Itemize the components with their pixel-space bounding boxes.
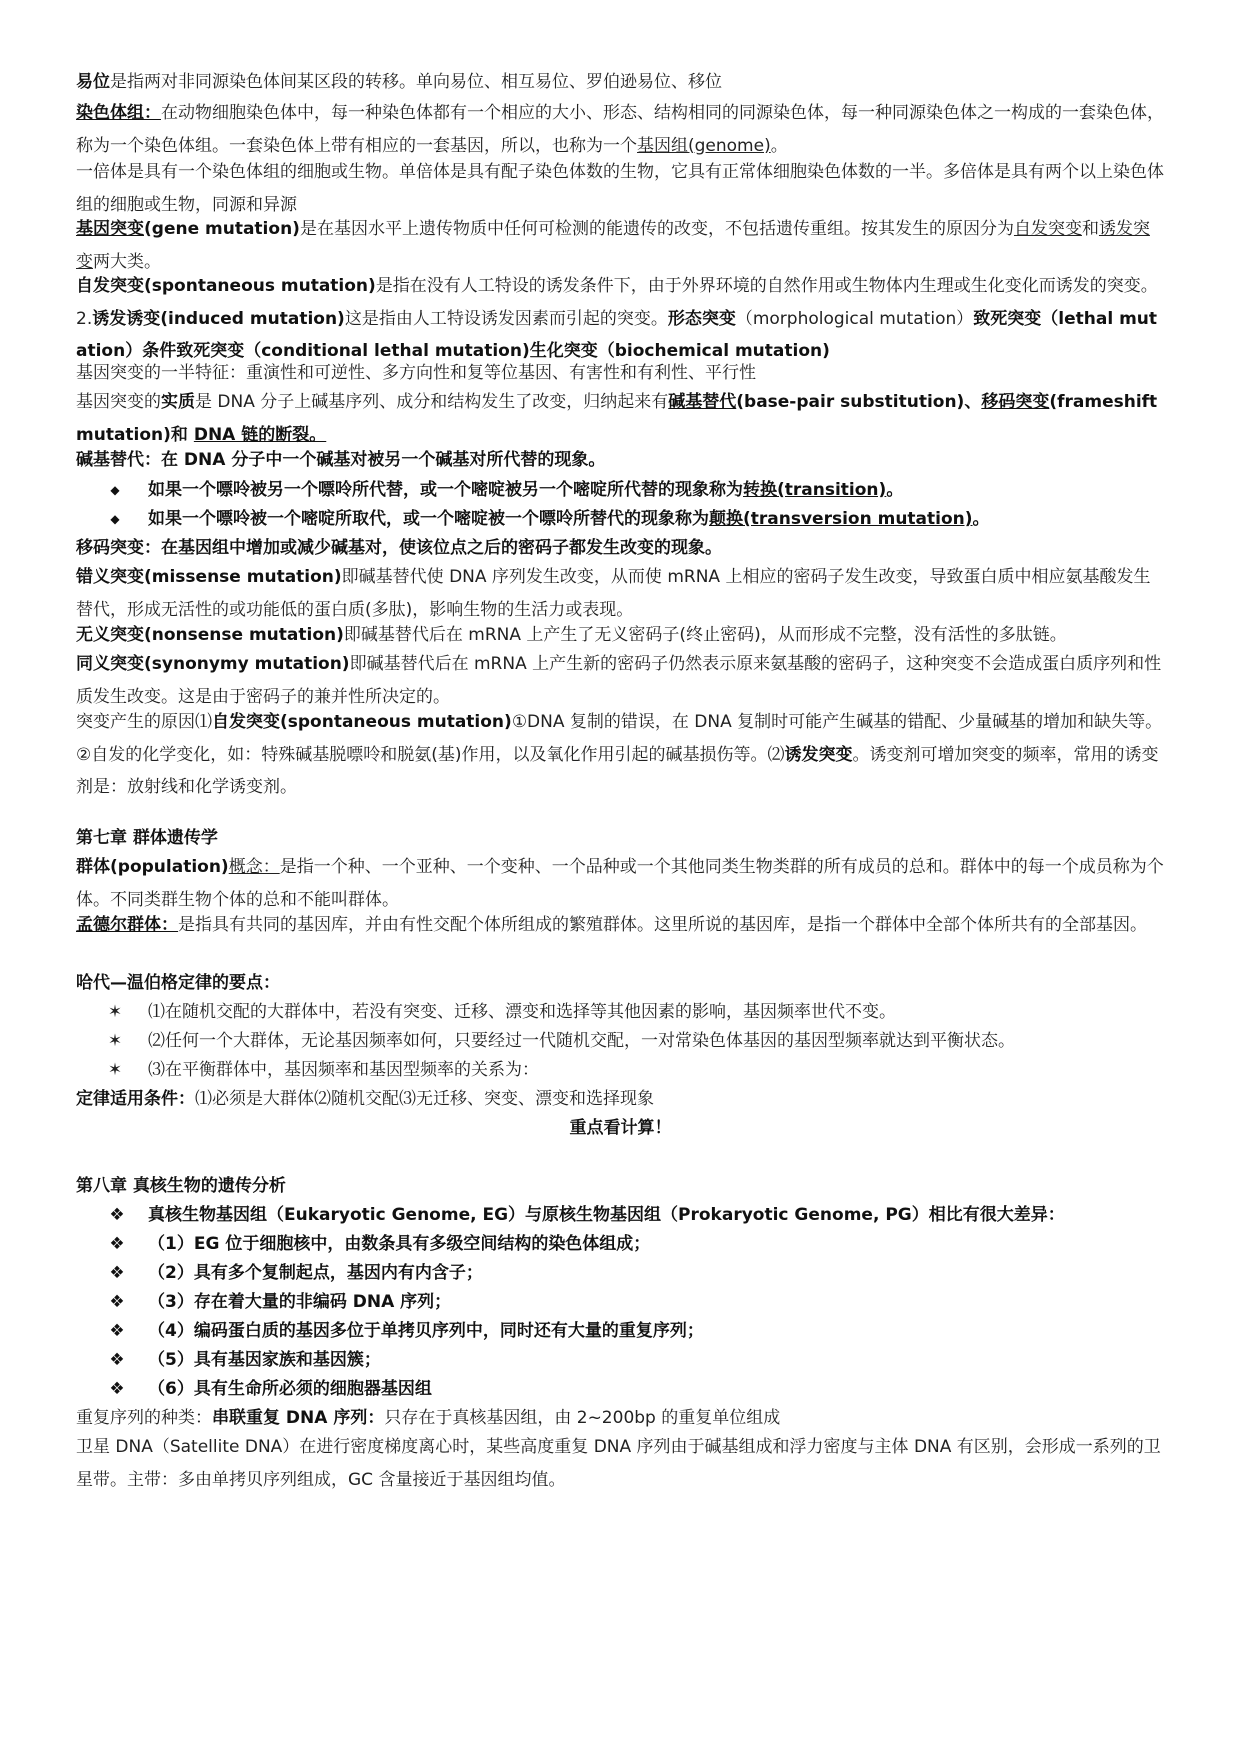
- diamond-cross-bullet-icon: ❖: [109, 1379, 125, 1399]
- paragraph-frameshift: 移码突变：在基因组中增加或减少碱基对，使该位点之后的密码子都发生改变的现象。: [76, 538, 722, 558]
- paragraph-base-substitution: 碱基替代：在 DNA 分子中一个碱基对被另一个碱基对所代替的现象。: [76, 450, 606, 470]
- diamond-cross-bullet-icon: ❖: [109, 1205, 125, 1225]
- paragraph-hardy-weinberg: 哈代—温伯格定律的要点：: [76, 973, 280, 993]
- diamond-cross-bullet-icon: ❖: [109, 1350, 125, 1370]
- paragraph-mendelian-population: 孟德尔群体：是指具有共同的基因库，并由有性交配个体所组成的繁殖群体。这里所说的基因库，是指一个群体中全部个体所共有的全部基因。: [76, 915, 1147, 935]
- paragraph-law-conditions: 定律适用条件：⑴必须是大群体⑵随机交配⑶无迁移、突变、漂变和选择现象: [76, 1089, 654, 1109]
- paragraph-gene-mutation: 基因突变(gene mutation)是在基因水平上遗传物质中任何可检测的能遗传的改变，不包括遗传重组。按其发生的原因分为自发突变和诱发突变两大类。: [76, 219, 1150, 272]
- star-bullet-icon: ✶: [107, 1002, 123, 1022]
- diamond-bullet-icon: ◆: [110, 483, 120, 497]
- chapter-8-heading: 第八章 真核生物的遗传分析: [76, 1176, 286, 1196]
- star-bullet-icon: ✶: [107, 1060, 123, 1080]
- diamond-cross-bullet-icon: ❖: [109, 1263, 125, 1283]
- paragraph-missense: 错义突变(missense mutation)即碱基替代使 DNA 序列发生改变，从而使 mRNA 上相应的密码子发生改变，导致蛋白质中相应氨基酸发生替代，形成无活性的或功能低的蛋白质(多肽)，影响生物的生活力或表现。: [76, 567, 1151, 620]
- chapter-7-heading: 第七章 群体遗传学: [76, 828, 218, 848]
- paragraph-chromosome-set: 染色体组：在动物细胞染色体中，每一种染色体都有一个相应的大小、形态、结构相同的同源染色体，每一种同源染色体之一构成的一套染色体，称为一个染色体组。一套染色体上带有相应的一套基因，所以，也称为一个基因组(genome)。: [76, 103, 1164, 156]
- paragraph-ploidy: 一倍体是具有一个染色体组的细胞或生物。单倍体是具有配子染色体数的生物，它具有正常体细胞染色体数的一半。多倍体是具有两个以上染色体组的细胞或生物，同源和异源: [76, 162, 1164, 215]
- paragraph-spontaneous-mutation: 自发突变(spontaneous mutation)是指在没有人工特设的诱发条件下，由于外界环境的自然作用或生物体内生理或生化变化而诱发的突变。2.诱发诱变(induced mutation)这是指由人工特设诱发因素而引起的突变。形态突变（morphological mutation）致死突变（lethal mutation）条件致死突变（conditional lethal mutation)生化突变（biochemical mutation): [76, 276, 1158, 361]
- paragraph-synonymy: 同义突变(synonymy mutation)即碱基替代后在 mRNA 上产生新的密码子仍然表示原来氨基酸的密码子，这种突变不会造成蛋白质序列和性质发生改变。这是由于密码子的兼并性所决定的。: [76, 654, 1162, 707]
- diamond-bullet-icon: ◆: [110, 512, 120, 526]
- paragraph-population: 群体(population)概念：是指一个种、一个亚种、一个变种、一个品种或一个其他同类生物类群的所有成员的总和。群体中的每一个成员称为个体。不同类群生物个体的总和不能叫群体。: [76, 857, 1164, 910]
- document-page: 易位是指两对非同源染色体间某区段的转移。单向易位、相互易位、罗伯逊易位、移位 染色体组：在动物细胞染色体中，每一种染色体都有一个相应的大小、形态、结构相同的同源染色体，每一种同源染色体之一构成的一套染色体，称为一个染色体组。一套染色体上带有相应的一套基因，所以，也称为一个基因组(genome)。 一倍体是具有一个染色体组的细胞或生物。单倍体是具有配子染色体数的生物，它具有正常体细胞染色体数的一半。多倍体是具有两个以上染色体组的细胞或生物，同源和异源 基因突变(gene mutation)是在基因水平上遗传物质中任何可检测的能遗传的改变，不包括遗传重组。按其发生的原因分为自发突变和诱发突变两大类。 自发突变(spontaneous mutation)是指在没有人工特设的诱发条件下，由于外界环境的自然作用或生物体内生理或生化变化而诱发的突变。2.诱发诱变(induced mutation)这是指由人工特设诱发因素而引起的突变。形态突变（morphological mutation）致死突变（lethal mutation）条件致死突变（conditional lethal mutation)生化突变（biochemical mutation) 基因突变的一半特征：重演性和可逆性、多方向性和复等位基因、有害性和有利性、平行性 基因突变的实质是 DNA 分子上碱基序列、成分和结构发生了改变，归纳起来有碱基替代(base-pair substitution)、移码突变(frameshift mutation)和 DNA 链的断裂。 碱基替代：在 DNA 分子中一个碱基对被另一个碱基对所代替的现象。 ◆ 如果一个嘌呤被另一个嘌呤所代替，或一个嘧啶被另一个嘧啶所代替的现象称为转换(transition)。 ◆ 如果一个嘌呤被一个嘧啶所取代，或一个嘧啶被一个嘌呤所替代的现象称为颠换(transversion mutation)。 移码突变：在基因组中增加或减少碱基对，使该位点之后的密码子都发生改变的现象。 错义突变(missense mutation)即碱基替代使 DNA 序列发生改变，从而使 mRNA 上相应的密码子发生改变，导致蛋白质中相应氨基酸发生替代，形成无活性的或功能低的蛋白质(多肽)，影响生物的生活力或表现。 无义突变(nonsense mutation)即碱基替代后在 mRNA 上产生了无义密码子(终止密码)，从而形成不完整，没有活性的多肽链。 同义突变(synonymy mutation)即碱基替代后在 mRNA 上产生新的密码子仍然表示原来氨基酸的密码子，这种突变不会造成蛋白质序列和性质发生改变。这是由于密码子的兼并性所决定的。 突变产生的原因⑴自发突变(spontaneous mutation)①DNA 复制的错误，在 DNA 复制时可能产生碱基的错配、少量碱基的增加和缺失等。②自发的化学变化，如：特殊碱基脱嘌呤和脱氨(基)作用，以及氧化作用引起的碱基损伤等。⑵诱发突变。诱变剂可增加突变的频率，常用的诱变剂是：放射线和化学诱变剂。 第七章 群体遗传学 群体(population)概念：是指一个种、一个亚种、一个变种、一个品种或一个其他同类生物类群的所有成员的总和。群体中的每一个成员称为个体。不同类群生物个体的总和不能叫群体。 孟德尔群体：是指具有共同的基因库，并由有性交配个体所组成的繁殖群体。这里所说的基因库，是指一个群体中全部个体所共有的全部基因。 哈代—温伯格定律的要点： ✶ ⑴在随机交配的大群体中，若没有突变、迁移、漂变和选择等其他因素的影响，基因频率世代不变。 ✶ ⑵任何一个大群体，无论基因频率如何，只要经过一代随机交配，一对常染色体基因的基因型频率就达到平衡状态。 ✶ ⑶在平衡群体中，基因频率和基因型频率的关系为： 定律适用条件：⑴必须是大群体⑵随机交配⑶无迁移、突变、漂变和选择现象 重点看计算！ 第八章 真核生物的遗传分析 ❖ 真核生物基因组（Eukaryotic Genome, EG）与原核生物基因组（Prokaryotic Genome, PG）相比有很大差异： ❖ （1）EG 位于细胞核中，由数条具有多级空间结构的染色体组成； ❖ （2）具有多个复制起点，基因内有内含子； ❖ （3）存在着大量的非编码 DNA 序列； ❖ （4）编码蛋白质的基因多位于单拷贝序列中，同时还有大量的重复序列； ❖ （5）具有基因家族和基因簇； ❖ （6）具有生命所必须的细胞器基因组 重复序列的种类：串联重复 DNA 序列：只存在于真核基因组，由 2~200bp 的重复单位组成 卫星 DNA（Satellite DNA）在进行密度梯度离心时，某些高度重复 DNA 序列由于碱基组成和浮力密度与主体 DNA 有区别，会形成一系列的卫星带。主带：多由单拷贝序列组成，GC 含量接近于基因组均值。: [0, 0, 1241, 1754]
- diamond-cross-bullet-icon: ❖: [109, 1292, 125, 1312]
- paragraph-nonsense: 无义突变(nonsense mutation)即碱基替代后在 mRNA 上产生了无义密码子(终止密码)，从而形成不完整，没有活性的多肽链。: [76, 625, 1067, 645]
- paragraph-mutation-causes: 突变产生的原因⑴自发突变(spontaneous mutation)①DNA 复制的错误，在 DNA 复制时可能产生碱基的错配、少量碱基的增加和缺失等。②自发的化学变化，如：特殊碱基脱嘌呤和脱氨(基)作用，以及氧化作用引起的碱基损伤等。⑵诱发突变。诱变剂可增加突变的频率，常用的诱变剂是：放射线和化学诱变剂。: [76, 712, 1163, 797]
- centered-note: 重点看计算！: [569, 1118, 672, 1138]
- diamond-cross-bullet-icon: ❖: [109, 1234, 125, 1254]
- paragraph-repeat-types: 重复序列的种类：串联重复 DNA 序列：只存在于真核基因组，由 2~200bp 的重复单位组成: [76, 1408, 781, 1428]
- paragraph-translocation: 易位是指两对非同源染色体间某区段的转移。单向易位、相互易位、罗伯逊易位、移位: [76, 72, 722, 92]
- diamond-cross-bullet-icon: ❖: [109, 1321, 125, 1341]
- paragraph-satellite-dna: 卫星 DNA（Satellite DNA）在进行密度梯度离心时，某些高度重复 DNA 序列由于碱基组成和浮力密度与主体 DNA 有区别，会形成一系列的卫星带。主带：多由单拷贝序列组成，GC 含量接近于基因组均值。: [76, 1437, 1161, 1490]
- star-bullet-icon: ✶: [107, 1031, 123, 1051]
- paragraph-mutation-essence: 基因突变的实质是 DNA 分子上碱基序列、成分和结构发生了改变，归纳起来有碱基替代(base-pair substitution)、移码突变(frameshift mutation)和 DNA 链的断裂。: [76, 392, 1158, 445]
- paragraph-mutation-features: 基因突变的一半特征：重演性和可逆性、多方向性和复等位基因、有害性和有利性、平行性: [76, 363, 756, 383]
